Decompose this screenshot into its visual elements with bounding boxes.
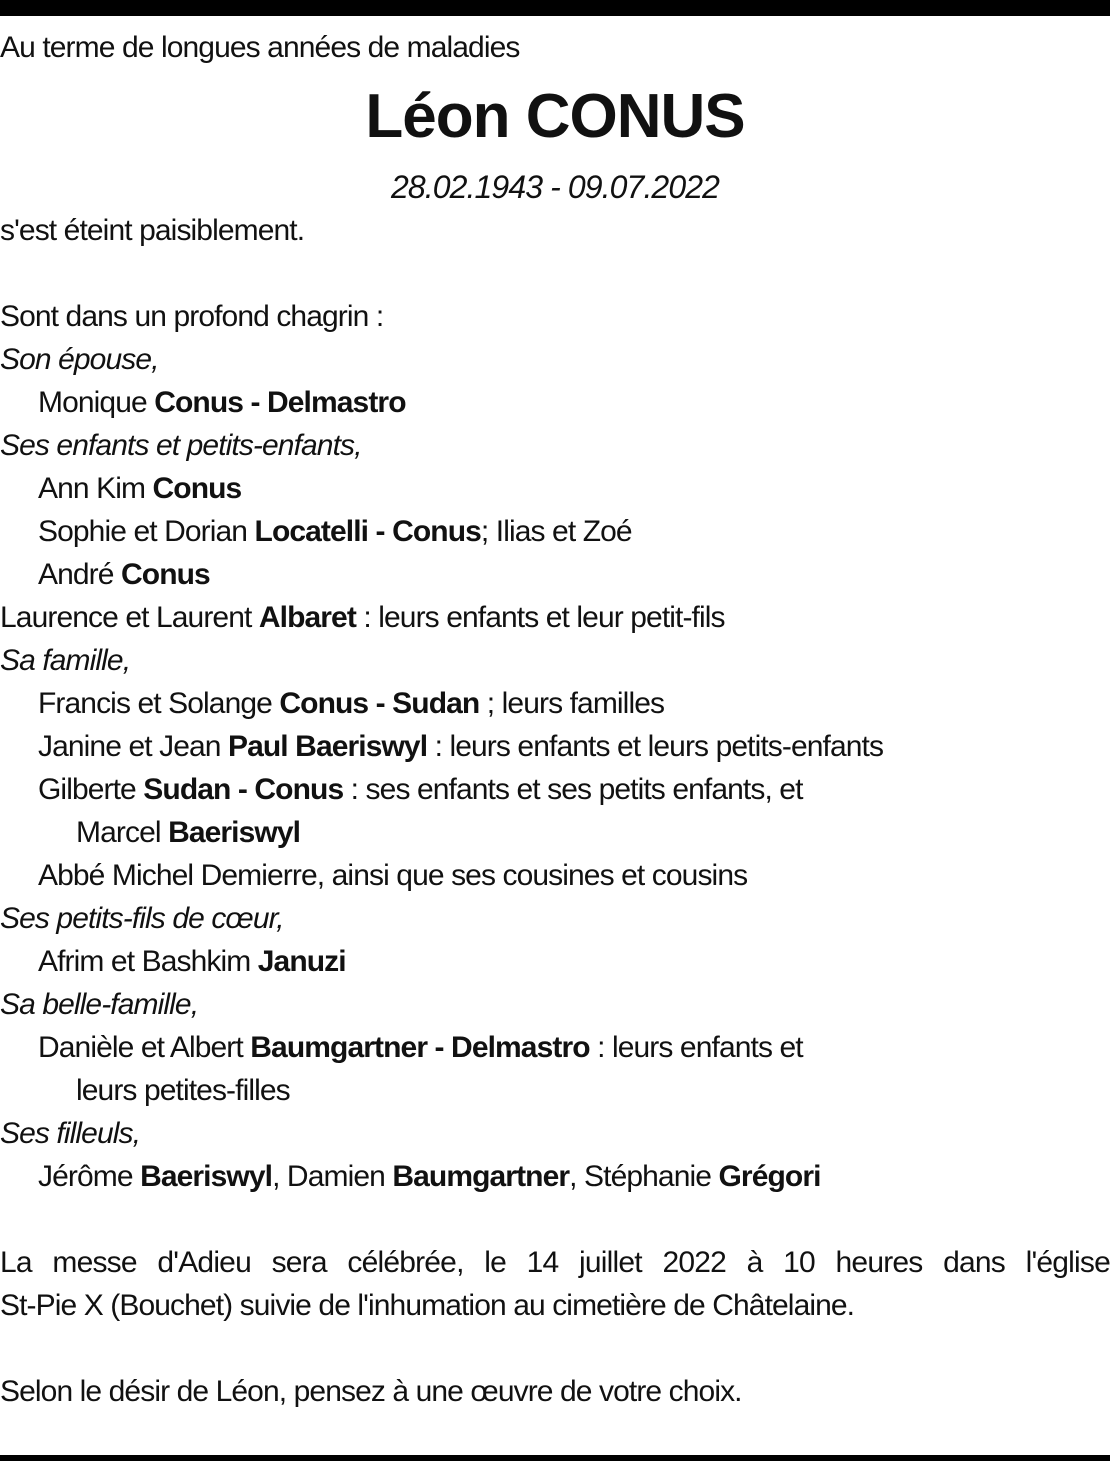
life-dates: 28.02.1943 - 09.07.2022 [390, 169, 720, 205]
person-last: Grégori [718, 1160, 821, 1193]
inlaws-line [0, 1026, 1110, 1069]
separator: , Damien [272, 1160, 393, 1193]
family-line-3-cont [0, 811, 1110, 854]
godchildren-heading: Ses filleuls, [0, 1117, 141, 1150]
person-first: Francis et Solange [38, 687, 280, 720]
family-line-3 [0, 768, 1110, 811]
inlaws-heading: Sa belle-famille, [0, 988, 199, 1021]
person-rest: : ses enfants et ses petits enfants, et [343, 773, 803, 806]
person-rest: : leurs enfants et leurs petits-enfants [427, 730, 884, 763]
spouse-heading: Son épouse, [0, 343, 159, 376]
person-first: Janine et Jean [38, 730, 228, 763]
person-last: Conus - Sudan [279, 687, 480, 720]
person-last: Baeriswyl [140, 1160, 273, 1193]
mass-line-2: St-Pie X (Bouchet) suivie de l'inhumation au cimetière de Châtelaine. [0, 1289, 855, 1322]
person-last: Sudan - Conus [143, 773, 344, 806]
person-last: Baumgartner [392, 1160, 570, 1193]
family-line-1 [0, 682, 1110, 725]
person-last: Baeriswyl [168, 816, 301, 849]
person-first: Laurence et Laurent [0, 601, 259, 634]
person-first: Danièle et Albert [38, 1031, 251, 1064]
bottom-rule [0, 1455, 1110, 1461]
person-first: André [38, 558, 121, 591]
person-last: Baumgartner - Delmastro [250, 1031, 590, 1064]
person-last: Conus [121, 558, 210, 591]
grandsons-heading: Ses petits-fils de cœur, [0, 902, 284, 935]
children-line-3 [0, 553, 1110, 596]
top-rule [0, 0, 1110, 16]
spacer [0, 1327, 1110, 1370]
family-line-2 [0, 725, 1110, 768]
intro-text: Au terme de longues années de maladies [0, 31, 520, 64]
person-last: Conus [152, 472, 242, 505]
person-rest: ; Ilias et Zoé [480, 515, 632, 548]
person-rest: ; leurs familles [479, 687, 665, 720]
person-first: Gilberte [38, 773, 144, 806]
grandsons-line [0, 940, 1110, 983]
person-last: Locatelli - Conus [254, 515, 481, 548]
deceased-name: Léon CONUS [365, 82, 745, 151]
godchildren-line [0, 1155, 1110, 1198]
person-first: Sophie et Dorian [38, 515, 255, 548]
mass-line-1: La messe d'Adieu sera célébrée, le 14 juillet 2022 à 10 heures dans l'église [0, 1246, 1110, 1279]
person-last: Paul Baeriswyl [227, 730, 428, 763]
inlaws-line-cont: leurs petites-filles [76, 1074, 290, 1107]
person-rest: : leurs enfants et leur petit-fils [355, 601, 725, 634]
spouse-line [0, 381, 1110, 424]
person-first: Monique [38, 386, 155, 419]
person-first: Jérôme [38, 1160, 141, 1193]
children-line-4 [0, 596, 1110, 639]
person-last: Januzi [257, 945, 346, 978]
spacer [0, 1198, 1110, 1241]
separator: , Stéphanie [569, 1160, 719, 1193]
person-first: Afrim et Bashkim [38, 945, 258, 978]
children-heading: Ses enfants et petits-enfants, [0, 429, 362, 462]
passing-text: s'est éteint paisiblement. [0, 214, 305, 247]
person-first: Marcel [76, 816, 169, 849]
family-line-4: Abbé Michel Demierre, ainsi que ses cousines et cousins [38, 859, 748, 892]
spacer [0, 252, 1110, 295]
family-heading: Sa famille, [0, 644, 131, 677]
children-line-1 [0, 467, 1110, 510]
closing-text: Selon le désir de Léon, pensez à une œuvre de votre choix. [0, 1375, 742, 1408]
grief-intro: Sont dans un profond chagrin : [0, 300, 384, 333]
person-last: Conus - Delmastro [154, 386, 406, 419]
person-rest: : leurs enfants et [589, 1031, 803, 1064]
person-last: Albaret [258, 601, 356, 634]
person-first: Ann Kim [38, 472, 153, 505]
children-line-2 [0, 510, 1110, 553]
obituary-content [0, 26, 1110, 1413]
